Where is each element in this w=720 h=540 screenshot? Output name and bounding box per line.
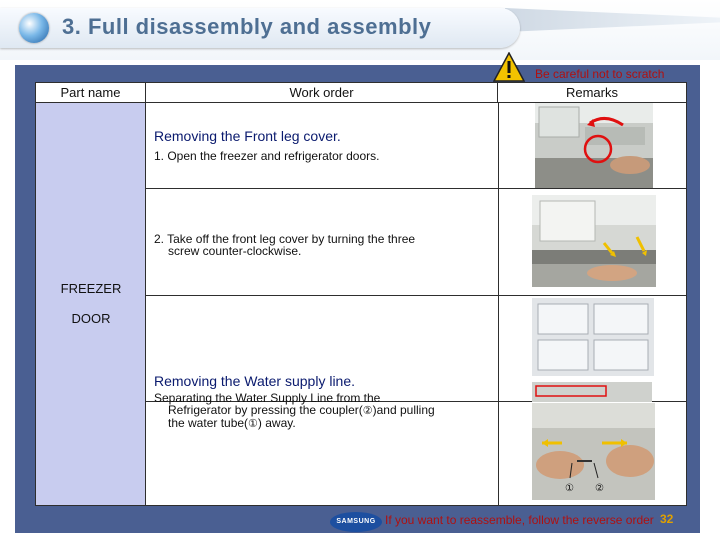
warning-text: Be careful not to scratch — [535, 67, 665, 81]
header-part-name: Part name — [36, 83, 146, 103]
warning-icon — [493, 52, 525, 82]
step-open-doors: 1. Open the freezer and refrigerator doors. — [154, 149, 380, 163]
step-remove-leg-cover — [154, 233, 494, 257]
step-remove-leg-cover-line1: 2. Take off the front leg cover by turning the three — [154, 232, 416, 246]
section-heading-front-leg: Removing the Front leg cover. — [154, 128, 341, 144]
tube-marker: ① — [248, 418, 258, 430]
coupler-marker: ② — [362, 405, 373, 417]
water-supply-line3-text: the water tube( — [168, 416, 249, 430]
header-remarks: Remarks — [498, 83, 686, 103]
row-divider — [146, 188, 686, 189]
column-divider — [498, 103, 499, 505]
page-number: 32 — [660, 512, 674, 526]
page-title: 3. Full disassembly and assembly — [62, 14, 432, 39]
photo-freezer-drawers — [532, 298, 654, 376]
row-divider — [146, 295, 686, 296]
photo-front-leg-screws — [532, 195, 656, 287]
photo-marker-2: ② — [595, 483, 604, 494]
footer-reassemble-note: If you want to reassemble, follow the reverse order — [385, 513, 654, 527]
photo-marker-1: ① — [565, 483, 574, 494]
header — [0, 0, 720, 60]
step-water-supply — [154, 392, 494, 430]
photo-water-line-overview — [532, 382, 652, 402]
part-label-freezer: FREEZER — [60, 281, 122, 296]
water-supply-line2-end: )and pulling — [372, 403, 435, 417]
photo-front-leg-open — [535, 103, 653, 188]
globe-icon — [19, 13, 49, 43]
water-supply-line3-end: ) away. — [257, 416, 296, 430]
water-supply-line2-text: Refrigerator by pressing the coupler( — [168, 403, 363, 417]
part-name-column — [36, 103, 146, 505]
water-supply-line1: Separating the Water Supply Line from the — [154, 391, 381, 405]
step-remove-leg-cover-line2: screw counter-clockwise. — [168, 244, 302, 258]
section-heading-water-supply: Removing the Water supply line. — [154, 373, 356, 389]
header-arrow-decoration — [505, 8, 720, 32]
water-supply-line3 — [154, 417, 494, 430]
photo-water-line-coupler — [532, 403, 655, 500]
part-label-door: DOOR — [71, 311, 111, 326]
samsung-logo: SAMSUNG — [330, 512, 382, 532]
header-work-order: Work order — [146, 83, 498, 103]
